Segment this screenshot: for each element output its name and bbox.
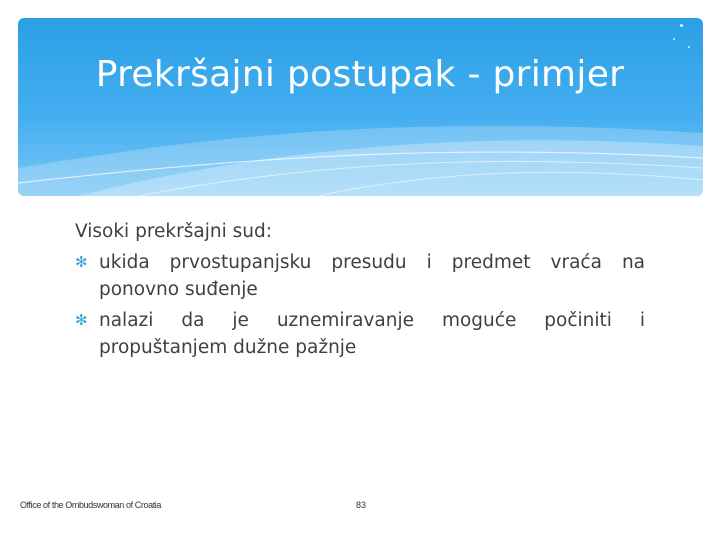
banner-swoosh-decoration	[18, 18, 703, 196]
sparkle-dot	[688, 46, 690, 48]
slide-title: Prekršajni postupak - primjer	[95, 54, 625, 95]
bullet-item	[75, 307, 645, 361]
sparkle-dot	[673, 38, 675, 40]
footer-page-number: 83	[356, 500, 367, 510]
bullet-item	[75, 249, 645, 303]
body-heading: Visoki prekršajni sud:	[75, 221, 272, 242]
bullet-text: ukida prvostupanjsku presudu i predmet vraća na ponovno suđenje	[99, 252, 645, 300]
sparkle-dot	[680, 24, 683, 27]
footer-organization: Office of the Ombudswoman of Croatia	[20, 500, 162, 510]
asterisk-icon: ✻	[75, 311, 88, 329]
bullet-list	[75, 249, 645, 361]
slide-body	[75, 218, 645, 365]
title-banner	[18, 18, 703, 196]
bullet-text: nalazi da je uznemiravanje moguće počiniti i propuštanjem dužne pažnje	[99, 310, 645, 358]
asterisk-icon: ✻	[75, 253, 88, 271]
